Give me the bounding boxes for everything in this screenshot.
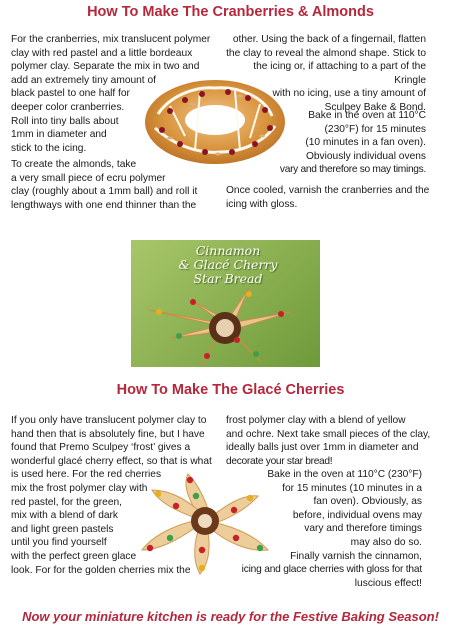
text-line: found that Premo Sculpey ‘frost’ gives a [11, 442, 191, 454]
right-column-glace-1 [226, 414, 440, 468]
text-line: If you only have translucent polymer clay to [11, 415, 207, 426]
text-line: icing with gloss. [226, 198, 298, 210]
text-line: ideally balls just over 1mm in diameter and [226, 442, 419, 454]
text-line: fan oven). Obviously, as [313, 496, 422, 508]
caption-line: Cinnamon [195, 243, 261, 258]
text-line: may also do so. [350, 536, 422, 548]
text-line: for 15 minutes (10 minutes in a [282, 482, 422, 494]
text-line: add an extremely tiny amount of [11, 74, 156, 86]
text-line: For the cranberries, mix translucent polymer [11, 34, 211, 45]
text-line: (10 minutes in a fan oven). [305, 137, 426, 149]
star-bread-illustration [130, 466, 280, 578]
text-line: clay with red pastel and a little bordeaux [11, 47, 193, 59]
footer-tagline: Now your miniature kitchen is ready for the Festive Baking Season! [22, 609, 439, 624]
star-bread-photo [131, 240, 320, 367]
text-line: mix with a blend of dark [11, 510, 119, 522]
text-line: Obviously individual ovens [305, 150, 426, 162]
text-line: polymer clay. Separate the mix in two and [11, 61, 200, 73]
section-title-glace-cherries: How To Make The Glacé Cherries [116, 382, 345, 398]
text-line: with no icing, use a tiny amount of [272, 88, 426, 100]
text-line: and light green pastels [11, 523, 114, 535]
text-line: until you find yourself [11, 537, 107, 549]
kringle-pastry-image [140, 66, 290, 170]
text-line: (230°F) for 15 minutes [324, 123, 426, 135]
text-line: wonderful glacé cherry effect, so that is what [11, 455, 212, 467]
text-line: luscious effect! [354, 577, 422, 589]
text-line: Finally varnish the cinnamon, [290, 550, 422, 562]
text-line: other. Using the back of a fingernail, flatten [232, 34, 426, 45]
text-line: lengthways with one end thinner than the [11, 199, 197, 211]
text-line: vary and therefore timings [304, 523, 422, 535]
text-line: 1mm in diameter and [11, 129, 107, 141]
text-line: before, individual ovens may [292, 509, 422, 521]
text-line: a very small piece of ecru polymer [11, 172, 166, 184]
text-line: stick to the icing. [11, 142, 87, 154]
text-line: the clay to reveal the almond shape. Stick to [226, 47, 426, 59]
text-line: red pastel, for the green, [11, 496, 122, 508]
text-line: clay (roughly about a 1mm ball) and roll it [11, 186, 198, 198]
right-column-3 [226, 184, 436, 211]
text-line: Roll into tiny balls about [11, 115, 119, 127]
text-line: the icing or, if attaching to a part of the Kringle [253, 61, 426, 86]
photo-caption [153, 244, 303, 286]
text-line: vary and therefore so may timings. [279, 164, 426, 176]
text-line: hand then that is absolutely fine, but I have [11, 428, 205, 440]
text-line: Once cooled, varnish the cranberries and the [226, 185, 430, 196]
text-line: icing and glace cherries with gloss for that [241, 564, 422, 576]
text-line: mix the frost polymer clay with [11, 482, 148, 494]
text-line: black pastel to one half for [11, 88, 130, 100]
text-line: and ochre. Next take small pieces of the clay, [226, 428, 431, 440]
text-line: frost polymer clay with a blend of yellow [226, 415, 406, 426]
text-line: Sculpey Bake & Bond. [324, 101, 426, 113]
text-line: is used here. For the red cherries [11, 469, 162, 481]
caption-line: Star Bread [193, 271, 263, 286]
text-line: Bake in the oven at 110°C [308, 110, 426, 121]
caption-line: & Glacé Cherry [178, 257, 278, 272]
text-line: deeper color cranberries. [11, 101, 125, 113]
text-line: To create the almonds, take [11, 159, 137, 170]
text-line: Bake in the oven at 110°C (230°F) [267, 469, 422, 480]
text-line: with the perfect green glace [11, 550, 137, 562]
text-line: look. For for the golden cherries mix the [11, 564, 191, 576]
section-title-cranberries: How To Make The Cranberries & Almonds [87, 4, 374, 20]
text-line: decorate your star bread! [226, 455, 333, 467]
